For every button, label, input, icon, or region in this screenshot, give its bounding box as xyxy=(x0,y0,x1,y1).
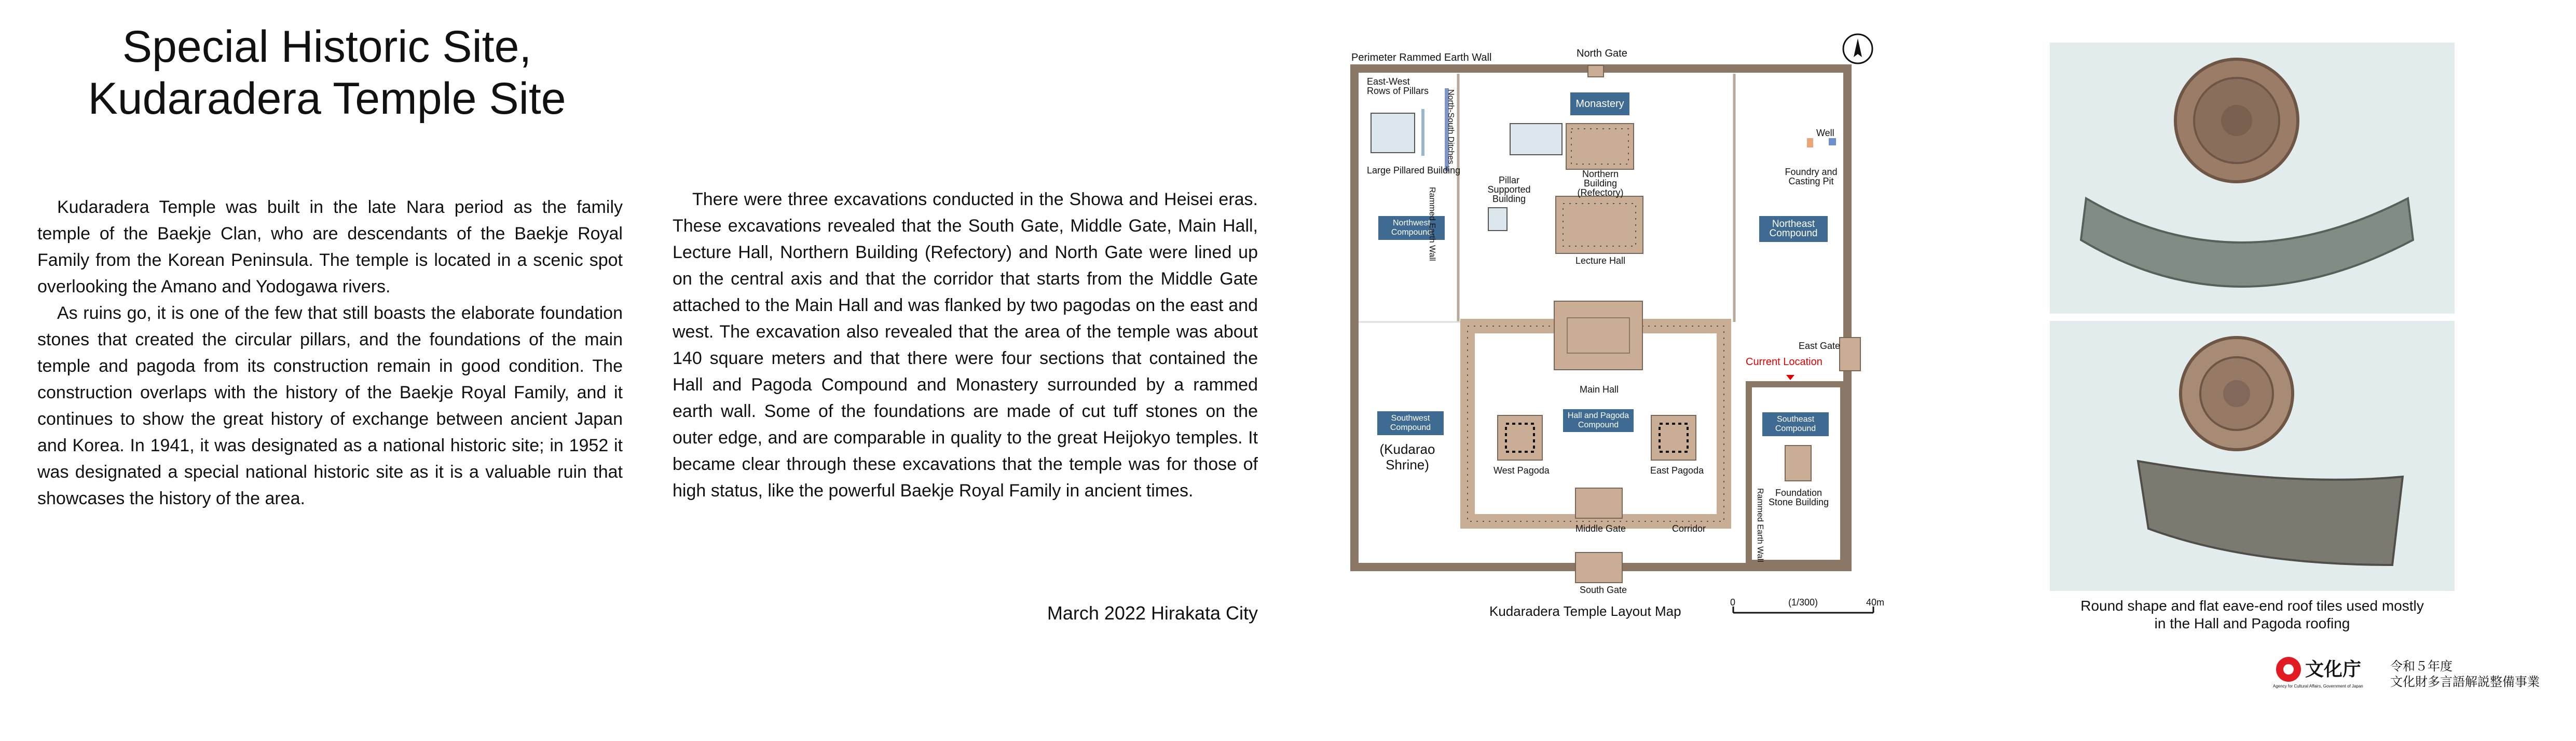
agency-fiscal-year: 令和５年度 xyxy=(2390,659,2452,673)
monastery-box: Monastery xyxy=(1570,92,1629,115)
label-large-pillared: Large Pillared Building xyxy=(1367,165,1461,176)
label-east-pagoda: East Pagoda xyxy=(1650,465,1704,476)
agency-project-name: 文化財多言語解説整備事業 xyxy=(2390,675,2540,689)
label-north-south-ditches: North-South Ditches xyxy=(1446,89,1455,165)
intro-paragraph-2: As ruins go, it is one of the few that still boasts the elaborate foundation stones that created the circular pillars, and the foundations of the main temple and pagoda from its construction remain in good condition. The construction overlaps with the history of the Baekje Royal Family, and it continues to show the great history of exchange between ancient Japan and Korea. In 1941, it was designated as a national historic site; in 1952 it was designated a special national historic site as it is a valuable ruin that showcases the history of the area. xyxy=(37,303,623,508)
scale-start: 0 xyxy=(1730,597,1736,608)
east-pagoda xyxy=(1651,415,1696,460)
label-well: Well xyxy=(1816,128,1834,138)
page-title xyxy=(31,21,623,125)
scale-end: 40m xyxy=(1866,597,1885,608)
label-middle-gate: Middle Gate xyxy=(1575,523,1626,534)
northern-building xyxy=(1566,124,1634,169)
title-line-2: Kudaradera Temple Site xyxy=(88,74,566,124)
tiles-caption-line-1: Round shape and flat eave-end roof tiles used mostly xyxy=(2080,598,2424,614)
round-tile-image xyxy=(2050,43,2455,314)
south-gate xyxy=(1575,553,1622,583)
label-foundation-stone: Foundation Stone Building xyxy=(1768,488,1829,507)
intro-text-column xyxy=(37,194,623,512)
northwest-box: Northwest Compound xyxy=(1378,216,1445,240)
large-pillared-building xyxy=(1371,113,1415,153)
southeast-box: Southeast Compound xyxy=(1762,412,1829,436)
label-north-gate: North Gate xyxy=(1577,48,1627,59)
label-lecture-hall: Lecture Hall xyxy=(1575,255,1626,266)
title-line-1: Special Historic Site, xyxy=(122,22,532,72)
hall-pagoda-box: Hall and Pagoda Compound xyxy=(1563,409,1634,432)
agency-logo-subtext: Agency for Cultural Affairs, Government of Japan xyxy=(2273,684,2363,689)
excavation-paragraph: There were three excavations conducted in the Showa and Heisei eras. These excavations revealed that the South Gate, Middle Gate, Main Hall, Lecture Hall, Northern Building (Refectory) and North Gate were lined up on the central axis and that the corridor that starts from the Middle Gate attached to the Main Hall and was flanked by two pagodas on the east and west. The excavation also revealed that the area of the temple was about 140 square meters and that there were four sections that contained the Hall and Pagoda Compound and Monastery surrounded by a rammed earth wall. Some of the foundations are made of cut tuff stones on the outer edge, and are comparable in quality to the great Heijokyo temples. It became clear through these excavations that the temple was for those of high status, like the powerful Baekje Royal Family in ancient times. xyxy=(673,190,1258,501)
label-rammed-earth-wall-east: Rammed Earth Wall xyxy=(1756,488,1764,562)
date-city: March 2022 Hirakata City xyxy=(1047,602,1258,624)
foundation-stone-building xyxy=(1785,446,1811,481)
label-foundry: Foundry and Casting Pit xyxy=(1785,167,1838,186)
north-gate xyxy=(1588,65,1604,77)
scale-ratio: (1/300) xyxy=(1788,597,1818,608)
west-pagoda xyxy=(1498,415,1542,460)
label-perimeter-wall: Perimeter Rammed Earth Wall xyxy=(1351,52,1492,63)
intro-paragraph-1: Kudaradera Temple was built in the late Nara period as the family temple of the Baekje Clan, who are descendants of the Baekje Royal Family from the Korean Peninsula. The temple is located in a scenic spot overlooking the Amano and Yodogawa rivers. xyxy=(37,197,623,297)
label-east-west-pillars: East-West Rows of Pillars xyxy=(1367,76,1429,96)
flat-tile-photo xyxy=(2050,321,2455,591)
excavation-text-column xyxy=(673,186,1258,504)
label-west-pagoda: West Pagoda xyxy=(1493,465,1550,476)
round-tile-photo xyxy=(2050,43,2455,314)
tiles-caption-line-2: in the Hall and Pagoda roofing xyxy=(2154,615,2350,631)
flat-tile-image xyxy=(2050,321,2455,591)
map-caption: Kudaradera Temple Layout Map xyxy=(1489,603,1681,619)
tiles-caption xyxy=(2050,597,2455,632)
temple-layout-map xyxy=(1349,31,1899,634)
pillar-supported-building xyxy=(1510,124,1562,155)
agency-logo-text: 文化庁 xyxy=(2305,658,2362,680)
agency-block xyxy=(2273,652,2564,693)
label-corridor: Corridor xyxy=(1672,523,1706,534)
middle-gate xyxy=(1575,488,1622,518)
lecture-hall xyxy=(1556,196,1643,253)
well xyxy=(1807,138,1813,147)
current-location-marker xyxy=(1786,375,1794,380)
southwest-box: Southwest Compound xyxy=(1377,411,1444,435)
northeast-box: Northeast Compound xyxy=(1759,216,1828,242)
label-kudarao-shrine: (Kudarao Shrine) xyxy=(1379,441,1435,473)
label-rammed-earth-wall-west: Rammed Earth Wall xyxy=(1428,187,1436,261)
label-pillar-supported: Pillar Supported Building xyxy=(1487,175,1531,204)
map-graphic xyxy=(1349,31,1899,634)
label-main-hall: Main Hall xyxy=(1580,384,1619,395)
label-northern-building: Northern Building (Refectory) xyxy=(1577,169,1624,198)
label-south-gate: South Gate xyxy=(1580,585,1627,595)
agency-logo-icon xyxy=(2273,654,2304,685)
east-gate xyxy=(1840,338,1860,371)
label-current-location: Current Location xyxy=(1746,356,1823,368)
label-east-gate: East Gate xyxy=(1799,341,1841,351)
